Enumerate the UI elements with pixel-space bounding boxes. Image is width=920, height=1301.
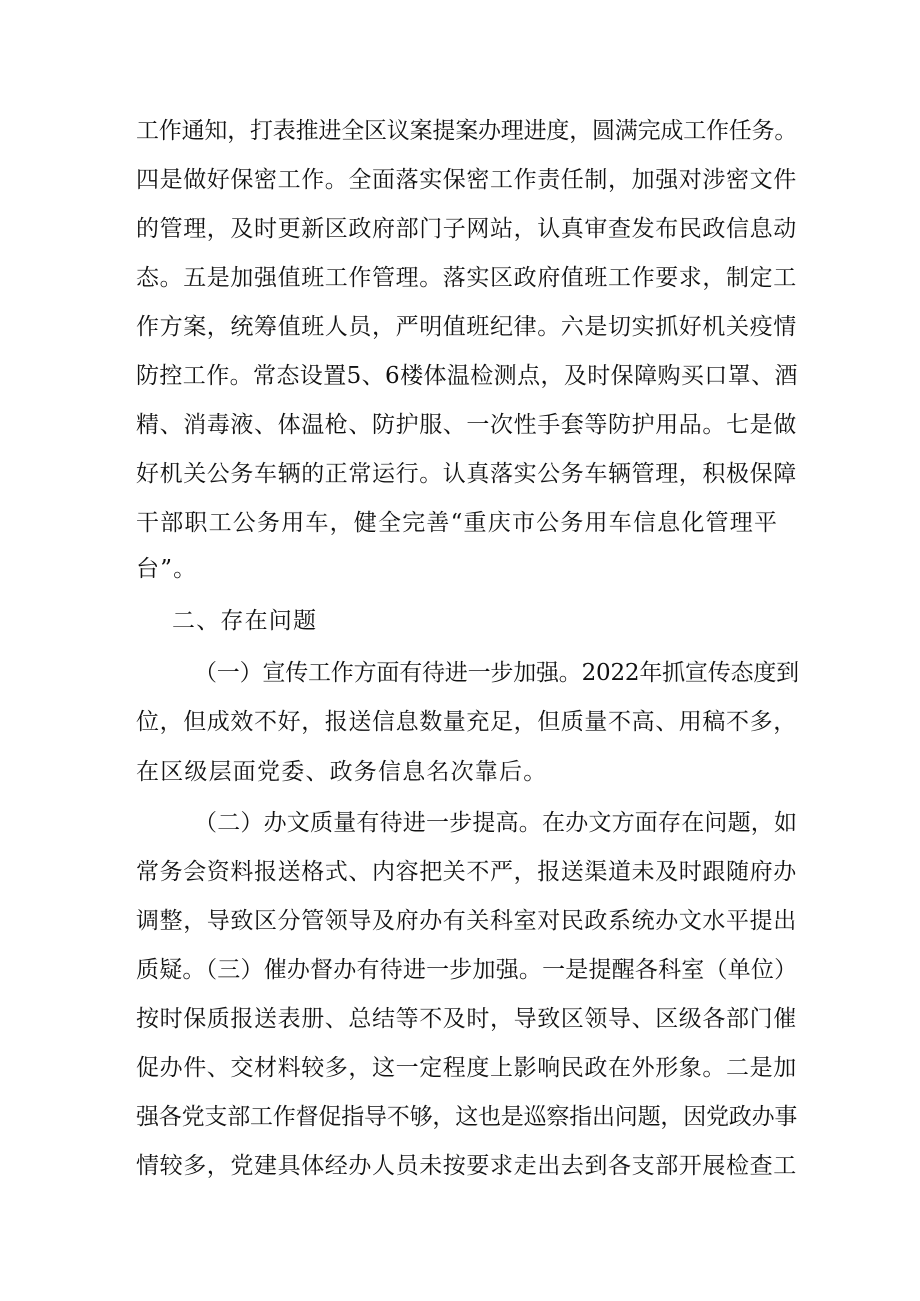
text-line: 好机关公务车辆的正常运行。认真落实公务车辆管理，积极保障: [136, 461, 797, 487]
text-line: 促办件、交材料较多，这一定程度上影响民政在外形象。二是加: [136, 1055, 797, 1081]
text-line: 按时保质报送表册、总结等不及时，导致区领导、区级各部门催: [136, 1006, 797, 1032]
text-line: 质疑。（三）催办督办有待进一步加强。一是提醒各科室（单位）: [136, 957, 798, 983]
text-line: （一）宣传工作方面有待进一步加强。2022年抓宣传态度到: [194, 660, 799, 686]
text-line: 调整，导致区分管领导及府办有关科室对民政系统办文水平提出: [136, 908, 797, 934]
text-line: 干部职工公务用车，健全完善“重庆市公务用车信息化管理平: [136, 510, 779, 536]
text-line: 作方案，统筹值班人员，严明值班纪律。六是切实抓好机关疫情: [136, 314, 797, 340]
text-line: 精、消毒液、体温枪、防护服、一次性手套等防护用品。七是做: [136, 412, 797, 438]
text-line: 四是做好保密工作。全面落实保密工作责任制，加强对涉密文件: [136, 167, 797, 193]
text-line: 常务会资料报送格式、内容把关不严，报送渠道未及时跟随府办: [136, 859, 797, 885]
text-line: 防控工作。常态设置5、6楼体温检测点，及时保障购买口罩、酒: [136, 363, 798, 389]
text-line: （二）办文质量有待进一步提高。在办文方面存在问题，如: [194, 810, 798, 836]
text-line: 台”。: [136, 556, 198, 582]
text-line: 工作通知，打表推进全区议案提案办理进度，圆满完成工作任务。: [136, 118, 798, 144]
text-line: 在区级层面党委、政务信息名次靠后。: [136, 759, 548, 785]
text-line: 位，但成效不好，报送信息数量充足，但质量不高、用稿不多，: [136, 709, 797, 735]
text-line: 态。五是加强值班工作管理。落实区政府值班工作要求，制定工: [136, 265, 797, 291]
section-heading: 二、存在问题: [172, 608, 318, 634]
text-line: 情较多，党建具体经办人员未按要求走出去到各支部开展检查工: [136, 1153, 797, 1179]
text-line: 强各党支部工作督促指导不够，这也是巡察指出问题，因党政办事: [136, 1104, 798, 1130]
text-line: 的管理，及时更新区政府部门子网站，认真审查发布民政信息动: [136, 216, 797, 242]
